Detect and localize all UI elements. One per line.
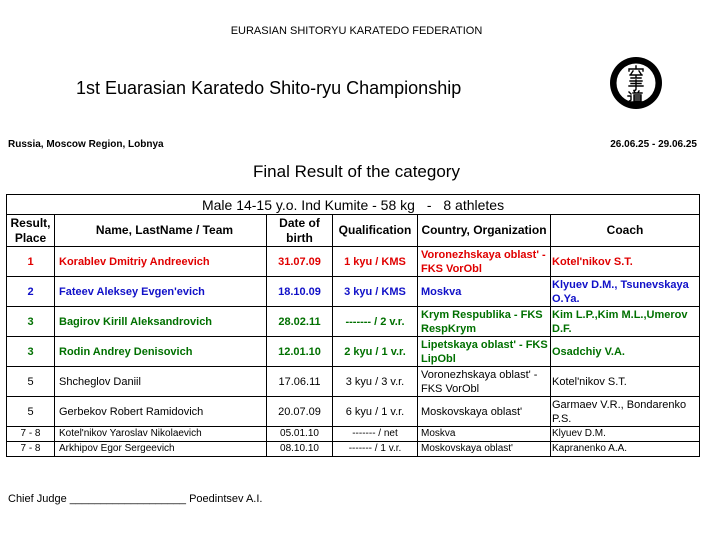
column-header-qualification: Qualification: [333, 215, 418, 247]
athlete-count: 8 athletes: [443, 196, 505, 213]
country-cell: Moskovskaya oblast': [418, 442, 551, 457]
section-title: Final Result of the category: [253, 162, 460, 181]
athlete-name-cell: Bagirov Kirill Aleksandrovich: [55, 307, 267, 337]
place-cell: 3: [7, 337, 55, 367]
qualification-cell: ------- / 1 v.r.: [333, 442, 418, 457]
athlete-name-cell: Fateev Aleksey Evgen'evich: [55, 277, 267, 307]
country-cell: Voronezhskaya oblast' - FKS VorObl: [418, 247, 551, 277]
karatedo-emblem-icon: [608, 55, 664, 111]
qualification-cell: 2 kyu / 1 v.r.: [333, 337, 418, 367]
qualification-cell: 3 kyu / 3 v.r.: [333, 367, 418, 397]
birth-date-cell: 20.07.09: [267, 397, 333, 427]
birth-date-cell: 12.01.10: [267, 337, 333, 367]
coach-cell: Garmaev V.R., Bondarenko P.S.: [551, 397, 700, 427]
category-name: Male 14-15 y.o. Ind Kumite - 58 kg: [201, 196, 415, 213]
qualification-cell: ------- / 2 v.r.: [333, 307, 418, 337]
coach-cell: Klyuev D.M., Tsunevskaya O.Ya.: [551, 277, 700, 307]
column-header-birth: Date of birth: [267, 215, 333, 247]
category-separator: -: [426, 196, 432, 213]
qualification-cell: 3 kyu / KMS: [333, 277, 418, 307]
coach-cell: Kotel'nikov S.T.: [551, 247, 700, 277]
athlete-name-cell: Rodin Andrey Denisovich: [55, 337, 267, 367]
column-header-coach: Coach: [551, 215, 700, 247]
athlete-name-cell: Shcheglov Daniil: [55, 367, 267, 397]
athlete-name-cell: Kotel'nikov Yaroslav Nikolaevich: [55, 427, 267, 442]
birth-date-cell: 31.07.09: [267, 247, 333, 277]
coach-cell: Kapranenko A.A.: [551, 442, 700, 457]
column-header-country: Country, Organization: [418, 215, 551, 247]
place-cell: 5: [7, 397, 55, 427]
country-cell: Moskva: [418, 427, 551, 442]
country-cell: Lipetskaya oblast' - FKS LipObl: [418, 337, 551, 367]
coach-cell: Osadchiy V.A.: [551, 337, 700, 367]
place-cell: 7 - 8: [7, 427, 55, 442]
event-location: Russia, Moscow Region, Lobnya: [8, 139, 164, 150]
chief-judge-label: Chief Judge: [8, 493, 67, 505]
result-row-3: [7, 307, 700, 337]
place-cell: 3: [7, 307, 55, 337]
country-cell: Krym Respublika - FKS RespKrym: [418, 307, 551, 337]
country-cell: Moskva: [418, 277, 551, 307]
birth-date-cell: 08.10.10: [267, 442, 333, 457]
athlete-name-cell: Korablev Dmitriy Andreevich: [55, 247, 267, 277]
place-cell: 7 - 8: [7, 442, 55, 457]
result-row-7: [7, 427, 700, 442]
result-row-6: [7, 397, 700, 427]
athlete-name-cell: Gerbekov Robert Ramidovich: [55, 397, 267, 427]
birth-date-cell: 28.02.11: [267, 307, 333, 337]
result-row-8: [7, 442, 700, 457]
country-cell: Voronezhskaya oblast' - FKS VorObl: [418, 367, 551, 397]
column-header-place: Result, Place: [7, 215, 55, 247]
qualification-cell: ------- / net: [333, 427, 418, 442]
chief-judge-signature: [8, 493, 262, 505]
place-cell: 5: [7, 367, 55, 397]
result-row-2: [7, 277, 700, 307]
birth-date-cell: 18.10.09: [267, 277, 333, 307]
result-row-1: [7, 247, 700, 277]
championship-title: 1st Euarasian Karatedo Shito-ryu Championship: [76, 78, 462, 98]
federation-name: EURASIAN SHITORYU KARATEDO FEDERATION: [230, 25, 483, 37]
event-dates: 26.06.25 - 29.06.25: [610, 139, 697, 150]
category-header: [7, 195, 700, 215]
result-row-5: [7, 367, 700, 397]
column-header-name: Name, LastName / Team: [55, 215, 267, 247]
athlete-name-cell: Arkhipov Egor Sergeevich: [55, 442, 267, 457]
coach-cell: Kotel'nikov S.T.: [551, 367, 700, 397]
signature-line: ___________________: [69, 493, 187, 505]
coach-cell: Klyuev D.M.: [551, 427, 700, 442]
results-table: [6, 194, 700, 457]
place-cell: 1: [7, 247, 55, 277]
birth-date-cell: 17.06.11: [267, 367, 333, 397]
birth-date-cell: 05.01.10: [267, 427, 333, 442]
country-cell: Moskovskaya oblast': [418, 397, 551, 427]
coach-cell: Kim L.P.,Kim M.L.,Umerov D.F.: [551, 307, 700, 337]
chief-judge-name: Poedintsev A.I.: [189, 493, 263, 505]
qualification-cell: 1 kyu / KMS: [333, 247, 418, 277]
place-cell: 2: [7, 277, 55, 307]
result-row-4: [7, 337, 700, 367]
qualification-cell: 6 kyu / 1 v.r.: [333, 397, 418, 427]
